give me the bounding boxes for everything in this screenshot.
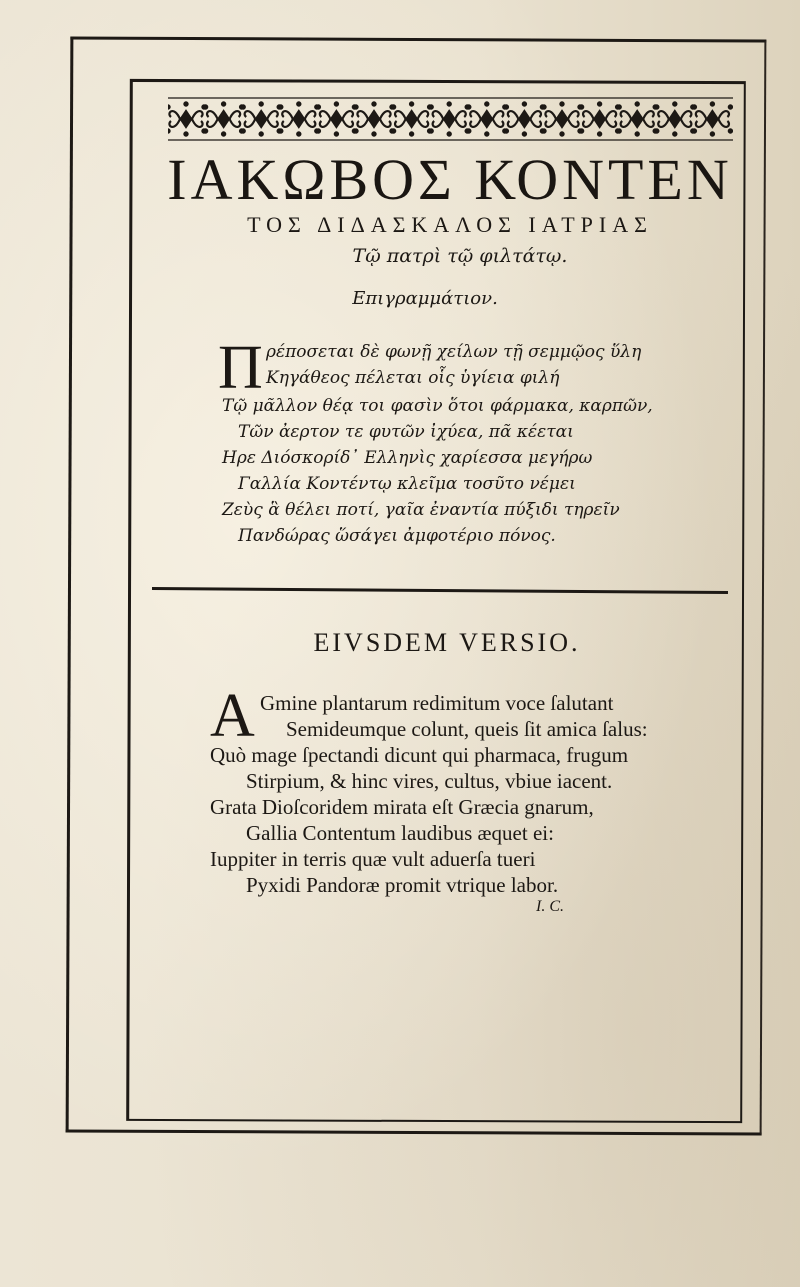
page-title: ΙΑΚΩΒΟΣ ΚΟΝΤΕΝ	[167, 147, 733, 212]
latin-verse-line: Grata Dioſcoridem mirata eſt Græcia gnarum,	[210, 795, 594, 819]
latin-drop-cap: A	[210, 682, 255, 750]
greek-verse-line: Ηρε Διόσκορίδ᾽ Ελληνὶς χαρίεσσα μεγήρω	[222, 448, 593, 468]
latin-verse-line: Gallia Contentum laudibus æquet ei:	[246, 821, 554, 845]
epigram-heading: Επιγραμμάτιον.	[352, 288, 498, 309]
greek-verse-line: Τῷ μᾶλλον θέᾳ τοι φασὶν ὅτοι φάρμακα, καρπῶν,	[222, 396, 653, 416]
greek-verse-line: Κηγάθεος πέλεται οἷς ὑγίεια φιλή	[266, 368, 560, 388]
signature-initials: I. C.	[536, 898, 564, 915]
latin-verse-line: Gmine plantarum redimitum voce ſalutant	[260, 691, 614, 715]
greek-verse-line: ρέποσεται δὲ φωνῇ χείλων τῇ σεμμῷος ὕλη	[266, 342, 642, 362]
greek-verse-line: Τῶν ἀερτον τε φυτῶν ἰχύεα, πᾶ κέεται	[238, 422, 574, 442]
greek-drop-cap: Π	[218, 334, 263, 402]
page-subtitle: ΤΟΣ ΔΙΔΑΣΚΑΛΟΣ ΙΑΤΡΙΑΣ	[247, 212, 653, 237]
greek-verse-line: Πανδώρας ὥσάγει ἀμφοτέριο πόνος.	[238, 526, 556, 546]
latin-version-heading: EIVSDEM VERSIO.	[313, 628, 581, 657]
fleuron-border-icon	[168, 96, 733, 142]
latin-verse-line: Pyxidi Pandoræ promit vtrique labor.	[246, 873, 559, 897]
greek-verse-line: Γαλλία Κοντέντῳ κλεῖμα τοσῦτο νέμει	[238, 474, 576, 494]
dedication-line: Τῷ πατρὶ τῷ φιλτάτῳ.	[352, 245, 568, 267]
latin-verse-line: Quò mage ſpectandi dicunt qui pharmaca, frugum	[210, 743, 629, 767]
latin-verse-line: Iuppiter in terris quæ vult aduerſa tueri	[210, 847, 536, 871]
latin-verse-line: Stirpium, & hinc vires, cultus, vbiue iacent.	[246, 769, 613, 793]
latin-verse-line: Semideumque colunt, queis ſit amica ſalus:	[286, 717, 648, 741]
greek-verse-line: Ζεὺς ἃ θέλει ποτί, γαῖα ἐναντία πύξιδι τηρεῖν	[222, 500, 620, 520]
